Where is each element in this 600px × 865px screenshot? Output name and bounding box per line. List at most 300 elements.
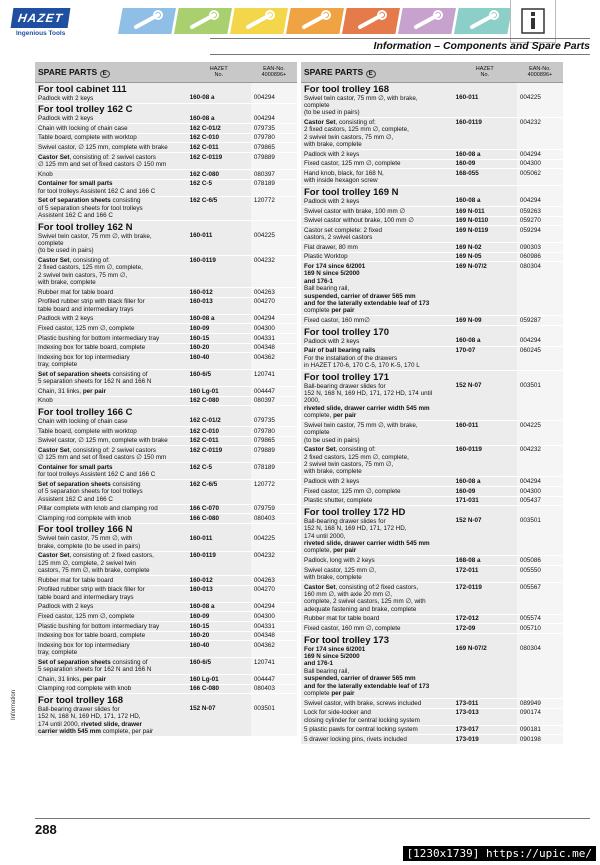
description-line: Profiled rubber strip with black filler for xyxy=(38,586,145,594)
ean-number: 005567 xyxy=(517,583,563,615)
description-line: 2 swivel twin castors, 75 mm ∅, xyxy=(304,461,394,469)
part-number: 160-0119 xyxy=(453,118,517,150)
ean-number: 003501 xyxy=(251,694,297,737)
table-header xyxy=(301,62,563,83)
ean-number: 004294 xyxy=(251,83,297,104)
ean-number: 090181 xyxy=(517,725,563,735)
table-row xyxy=(301,150,563,160)
hazet-logo xyxy=(12,8,104,42)
part-number: 172-09 xyxy=(453,624,517,634)
table-row xyxy=(301,243,563,253)
part-description xyxy=(301,243,453,253)
table-row xyxy=(35,220,297,255)
description-line: Set of separation sheets consisting xyxy=(38,197,141,205)
description-line: Table board, complete with worktop xyxy=(38,134,137,142)
description-line: Castor Set, consisting of:2 fixed castors, xyxy=(304,583,419,591)
table-row xyxy=(35,684,297,694)
description-line: For 174 since 6/2001 xyxy=(304,645,366,653)
table-row xyxy=(35,396,297,406)
ean-number: 089949 xyxy=(517,699,563,709)
ean-number: 004294 xyxy=(517,186,563,207)
table-row xyxy=(301,477,563,487)
ean-number: 059294 xyxy=(517,226,563,243)
description-line: Ball bearing rail, xyxy=(304,285,350,293)
table-row xyxy=(35,324,297,334)
part-number: 170-07 xyxy=(453,346,517,370)
section-title: For tool trolley 168 xyxy=(38,694,123,706)
description-line: Castor Set, consisting of: 2 swivel castors xyxy=(38,153,156,161)
description-line: and 176-1 xyxy=(304,277,334,285)
part-number: 160 Lg-01 xyxy=(187,675,251,685)
table-row xyxy=(35,297,297,314)
description-line: carrier width 545 mm complete, per pair xyxy=(38,728,154,736)
description-line: Swivel twin castor, 75 mm ∅, with brake, xyxy=(304,421,418,429)
ean-number: 004270 xyxy=(251,585,297,602)
ean-number: 004362 xyxy=(251,641,297,658)
part-number: 160-0119 xyxy=(187,256,251,288)
table-row xyxy=(35,169,297,179)
part-number: 160-15 xyxy=(187,621,251,631)
description-line: Indexing box for top intermediary xyxy=(38,353,130,361)
ean-number: 004263 xyxy=(251,288,297,298)
description-line: For 174 since 6/2001 xyxy=(304,262,366,270)
ean-number: 059270 xyxy=(517,216,563,226)
description-line: 174 until 2000, riveted slide, drawer xyxy=(38,720,142,728)
description-line: 125 mm ∅, complete, 2 swivel twin xyxy=(38,559,136,567)
description-line: Swivel castor, ∅ 125 mm, complete with brake xyxy=(38,437,168,445)
description-line: Ball bearing rail, xyxy=(304,667,350,675)
description-line: Swivel twin castor, 75 mm ∅, with xyxy=(38,535,133,543)
part-number: 173-011 xyxy=(453,699,517,709)
ean-number: 004447 xyxy=(251,387,297,397)
description-line: Swivel castor with brake, 100 mm ∅ xyxy=(304,207,406,215)
part-description xyxy=(35,387,187,397)
ean-number: 080403 xyxy=(251,684,297,694)
description-line: Castor Set, consisting of: xyxy=(38,256,110,264)
part-description xyxy=(301,326,453,347)
section-title: For tool trolley 169 N xyxy=(304,187,399,198)
description-line: Swivel twin castor, 75 mm ∅, with brake, xyxy=(38,232,152,240)
ean-number: 004232 xyxy=(517,445,563,477)
part-description xyxy=(35,324,187,334)
part-description xyxy=(35,585,187,602)
ean-number: 090303 xyxy=(517,243,563,253)
part-description xyxy=(35,196,187,220)
table-row xyxy=(301,725,563,735)
description-line: and 176-1 xyxy=(304,660,334,668)
language-badge: E xyxy=(100,70,110,78)
description-line: Hand knob, black, for 168 N, xyxy=(304,170,384,177)
description-line: tray, complete xyxy=(38,361,78,369)
table-row xyxy=(301,566,563,583)
part-description xyxy=(301,583,453,615)
description-line: Castor Set, consisting of: xyxy=(304,446,376,454)
table-row xyxy=(301,708,563,725)
description-line: Indexing box for top intermediary xyxy=(38,641,130,649)
description-line: for tool trolleys Assistent 162 C and 166 C xyxy=(38,187,156,195)
part-description xyxy=(35,297,187,314)
description-line: with brake, complete xyxy=(304,141,362,149)
wrench-icon[interactable] xyxy=(174,8,232,34)
description-line: complete, 2 swivel castors, 125 mm ∅, with xyxy=(304,598,426,606)
part-number: 169 N-07/2 xyxy=(453,634,517,699)
description-line: Ball-bearing drawer slides for xyxy=(304,517,386,525)
description-line: of 5 separation sheets for tool trolleys xyxy=(38,204,143,212)
ean-number: 004447 xyxy=(251,675,297,685)
part-number: 162 C-011 xyxy=(187,143,251,153)
description-line: Container for small parts xyxy=(38,180,113,188)
ean-number: 078189 xyxy=(251,463,297,480)
description-line: complete per pair xyxy=(304,690,355,698)
description-line: 2 fixed castors, 125 mm ∅, complete, xyxy=(38,264,143,272)
description-line: Chain with locking of chain case xyxy=(38,417,128,425)
part-description xyxy=(35,463,187,480)
info-book-icon[interactable] xyxy=(510,0,556,43)
ean-number: 005062 xyxy=(517,169,563,186)
description-line: suspended, carrier of drawer 565 mm xyxy=(304,292,416,300)
spare-parts-table-left xyxy=(35,62,297,737)
trolley-icon[interactable] xyxy=(286,8,344,34)
description-line: Ball-bearing drawer slides for xyxy=(304,382,386,390)
description-line: Table board, complete with worktop xyxy=(38,427,137,435)
description-line: tray, complete xyxy=(38,649,78,657)
description-line: Padlock with 2 keys xyxy=(38,315,94,323)
description-line: Assistent 162 C and 166 C xyxy=(38,211,113,219)
ean-number: 004294 xyxy=(517,477,563,487)
description-line: Fixed castor, 125 mm ∅, complete xyxy=(38,612,135,620)
table-row xyxy=(35,314,297,324)
table-row xyxy=(301,614,563,624)
part-number: 160-012 xyxy=(187,576,251,586)
part-number: 173-017 xyxy=(453,725,517,735)
part-number: 160-08 a xyxy=(453,477,517,487)
description-line: Knob xyxy=(38,170,53,178)
description-line: Swivel castor, with brake, screws included xyxy=(304,699,422,707)
part-description xyxy=(35,124,187,134)
description-line: For the installation of the drawers xyxy=(304,354,398,362)
ean-number: 079889 xyxy=(251,152,297,169)
part-number: 162 C-6/5 xyxy=(187,196,251,220)
description-line: Padlock with 2 keys xyxy=(304,150,360,158)
ean-number: 004362 xyxy=(251,353,297,370)
watermark-text: [1230x1739] https://upic.me/ xyxy=(403,846,596,861)
description-line: Padlock with 2 keys xyxy=(304,198,360,205)
description-line: Set of separation sheets consisting of xyxy=(38,658,148,666)
part-description xyxy=(35,641,187,658)
part-number: 160 Lg-01 xyxy=(187,387,251,397)
part-number: 169 N-011 xyxy=(453,207,517,217)
description-line: Swivel castor, ∅ 125 mm, complete with brake xyxy=(38,143,168,151)
description-line: 5 drawer locking pins, rivets included xyxy=(304,735,407,743)
description-line: 160 mm ∅, with axle 20 mm ∅, xyxy=(304,591,392,599)
ean-number: 079780 xyxy=(251,133,297,143)
table-row xyxy=(301,169,563,186)
socket-icon[interactable] xyxy=(118,8,176,34)
part-description xyxy=(301,496,453,506)
part-number: 162 C-01/2 xyxy=(187,406,251,427)
ean-number: 004348 xyxy=(251,631,297,641)
table-row xyxy=(35,658,297,675)
part-description xyxy=(301,186,453,207)
part-description xyxy=(301,346,453,370)
table-row xyxy=(35,179,297,196)
table-row xyxy=(35,523,297,551)
table-row xyxy=(35,612,297,622)
ean-number: 060986 xyxy=(517,252,563,262)
description-line: ∅ 125 mm and set of fixed castors ∅ 150 mm xyxy=(38,160,167,168)
part-description xyxy=(35,658,187,675)
description-line: table board and intermediary trays xyxy=(38,305,134,313)
section-title: For tool trolley 172 HD xyxy=(304,506,406,518)
description-line: Clamping rod complete with knob xyxy=(38,514,132,522)
description-line: Padlock, long with 2 keys xyxy=(304,557,375,565)
screwdriver-icon[interactable] xyxy=(230,8,288,34)
table-row xyxy=(301,118,563,150)
part-number: 152 N-07 xyxy=(453,506,517,556)
ean-number: 004225 xyxy=(251,523,297,551)
part-number: 169 N-0110 xyxy=(453,216,517,226)
part-description xyxy=(301,226,453,243)
table-row xyxy=(301,496,563,506)
table-row xyxy=(301,216,563,226)
part-description xyxy=(301,118,453,150)
description-line: with brake, complete xyxy=(304,574,362,582)
part-number: 166 C-080 xyxy=(187,514,251,524)
part-description xyxy=(301,556,453,566)
section-title: For tool trolley 171 xyxy=(304,371,389,383)
ean-number: 004225 xyxy=(517,83,563,118)
part-description xyxy=(35,220,187,255)
part-description xyxy=(35,406,187,427)
part-description xyxy=(35,103,187,124)
description-line: Fixed castor, 125 mm ∅, complete xyxy=(38,324,135,332)
ean-number: 080304 xyxy=(517,634,563,699)
section-title: For tool trolley 162 C xyxy=(38,104,133,116)
description-line: Castor set complete: 2 fixed xyxy=(304,226,383,234)
part-number: 160-6/5 xyxy=(187,370,251,387)
description-line: complete xyxy=(304,429,330,437)
part-number: 160-013 xyxy=(187,297,251,314)
table-row xyxy=(35,631,297,641)
description-line: brake, complete (to be used in pairs) xyxy=(38,542,141,550)
description-line: Swivel castor, 125 mm ∅, xyxy=(304,566,376,574)
part-description xyxy=(301,216,453,226)
part-number: 160-08 a xyxy=(187,602,251,612)
table-row xyxy=(35,463,297,480)
part-number: 162 C-5 xyxy=(187,179,251,196)
column-header-no: HAZET No. xyxy=(187,62,251,83)
section-title: For tool trolley 173 xyxy=(304,634,389,646)
description-line: Set of separation sheets consisting of xyxy=(38,370,148,378)
part-description xyxy=(301,506,453,556)
part-description xyxy=(301,371,453,421)
description-line: 2 swivel twin castors, 75 mm ∅, xyxy=(38,271,128,279)
description-line: 152 N, 168 N, 169 HD, 171, 172 HD, xyxy=(304,525,407,533)
part-number: 169 N-0119 xyxy=(453,226,517,243)
logo-text: HAZET xyxy=(11,8,71,28)
ean-number: 080397 xyxy=(251,169,297,179)
table-row xyxy=(301,346,563,370)
table-row xyxy=(35,694,297,737)
part-number: 160-011 xyxy=(187,523,251,551)
table-row xyxy=(35,675,297,685)
table-row xyxy=(301,186,563,207)
table-row xyxy=(301,445,563,477)
part-description xyxy=(301,614,453,624)
ean-number: 004331 xyxy=(251,621,297,631)
measure-icon[interactable] xyxy=(398,8,456,34)
right-column xyxy=(301,62,563,745)
part-number: 160-0119 xyxy=(187,551,251,575)
part-number: 160-012 xyxy=(187,288,251,298)
ean-number: 004232 xyxy=(251,551,297,575)
part-description xyxy=(35,480,187,504)
description-line: Lock for side-locker and xyxy=(304,709,371,717)
description-line: Chain, 31 links, per pair xyxy=(38,675,106,683)
part-number: 160-08 a xyxy=(453,186,517,207)
side-label: Information xyxy=(11,689,17,720)
pliers-icon[interactable] xyxy=(342,8,400,34)
part-description xyxy=(301,83,453,118)
ean-number: 080397 xyxy=(251,396,297,406)
table-row xyxy=(301,207,563,217)
column-header-ean: EAN-No. 4000896+ xyxy=(517,62,563,83)
part-description xyxy=(301,725,453,735)
description-line: Padlock with 2 keys xyxy=(38,94,94,102)
ean-number: 004331 xyxy=(251,333,297,343)
part-description xyxy=(35,523,187,551)
ean-number: 120772 xyxy=(251,480,297,504)
part-description xyxy=(35,576,187,586)
description-line: Profiled rubber strip with black filler for xyxy=(38,298,145,306)
table-row xyxy=(35,256,297,288)
description-line: Fixed castor, 160 mm ∅, complete xyxy=(304,625,401,633)
description-line: Castor Set, consisting of: xyxy=(304,119,376,126)
header-rule-bottom xyxy=(210,54,590,55)
tool-set-icon[interactable] xyxy=(454,8,512,34)
description-line: Pair of ball bearing rails xyxy=(304,347,376,355)
ean-number: 080403 xyxy=(251,514,297,524)
part-description xyxy=(301,445,453,477)
table-row xyxy=(35,576,297,586)
part-number: 152 N-07 xyxy=(453,371,517,421)
description-line: riveted slide, drawer carrier width 545 mm xyxy=(304,404,430,412)
part-description xyxy=(35,152,187,169)
part-number: 162 C-01/2 xyxy=(187,124,251,134)
table-row xyxy=(35,641,297,658)
part-number: 169 N-07/2 xyxy=(453,262,517,316)
part-description xyxy=(301,699,453,709)
description-line: (to be used in pairs) xyxy=(38,247,94,255)
table-row xyxy=(35,480,297,504)
description-line: 5 plastic pawls for central locking system xyxy=(304,726,418,734)
table-row xyxy=(35,370,297,387)
part-description xyxy=(301,477,453,487)
description-line: complete xyxy=(304,102,330,109)
ean-number: 120741 xyxy=(251,370,297,387)
description-line: (to be used in pairs) xyxy=(304,436,360,444)
table-row xyxy=(301,316,563,326)
table-row xyxy=(35,333,297,343)
ean-number: 059263 xyxy=(517,207,563,217)
table-row xyxy=(35,621,297,631)
description-line: 169 N since 5/2000 xyxy=(304,270,360,278)
table-row xyxy=(35,196,297,220)
ean-number: 004294 xyxy=(517,150,563,160)
section-title: For tool trolley 166 N xyxy=(38,524,133,536)
part-number: 160-08 a xyxy=(453,326,517,347)
description-line: and for the laterally extendable leaf of 173 xyxy=(304,300,430,307)
description-line: Swivel castor without brake, 100 mm ∅ xyxy=(304,217,414,225)
description-line: suspended, carrier of drawer 565 mm xyxy=(304,675,416,683)
column-header-parts: SPARE PARTS E xyxy=(301,62,453,83)
section-title: For tool trolley 162 N xyxy=(38,221,133,233)
description-line: 5 separation sheets for 162 N and 166 N xyxy=(38,378,152,386)
part-number: 160-011 xyxy=(453,83,517,118)
part-number: 152 N-07 xyxy=(187,694,251,737)
table-row xyxy=(35,406,297,427)
part-number: 166 C-070 xyxy=(187,504,251,514)
part-number: 162 C-011 xyxy=(187,436,251,446)
ean-number: 120772 xyxy=(251,196,297,220)
part-description xyxy=(35,343,187,353)
part-number: 160-08 a xyxy=(187,83,251,104)
table-row xyxy=(301,371,563,421)
description-line: Chain with locking of chain case xyxy=(38,124,128,132)
part-description xyxy=(35,288,187,298)
part-number: 162 C-5 xyxy=(187,463,251,480)
table-row xyxy=(35,143,297,153)
part-number: 160-0119 xyxy=(453,445,517,477)
description-line: complete, per pair xyxy=(304,547,357,555)
description-line: Rubber mat for table board xyxy=(38,288,114,296)
description-line: Rubber mat for table board xyxy=(304,615,380,623)
ean-number: 005710 xyxy=(517,624,563,634)
ean-number: 079865 xyxy=(251,436,297,446)
part-number: 160-20 xyxy=(187,343,251,353)
part-description xyxy=(301,169,453,186)
table-row xyxy=(301,326,563,347)
part-description xyxy=(301,150,453,160)
description-line: complete, per pair xyxy=(304,412,357,420)
ean-number: 079865 xyxy=(251,143,297,153)
part-number: 160-40 xyxy=(187,641,251,658)
description-line: castors, 2 swivel castors xyxy=(304,234,373,242)
part-description xyxy=(35,370,187,387)
table-row xyxy=(35,436,297,446)
description-line: and for the laterally extendable leaf of 173 xyxy=(304,682,430,690)
part-description xyxy=(301,252,453,262)
part-description xyxy=(301,316,453,326)
table-row xyxy=(35,152,297,169)
ean-number: 079735 xyxy=(251,124,297,134)
part-number: 168-055 xyxy=(453,169,517,186)
part-description xyxy=(35,684,187,694)
description-line: 152 N, 168 N, 169 HD, 171, 172 HD, xyxy=(38,713,141,721)
part-number: 169 N-02 xyxy=(453,243,517,253)
part-number: 172-011 xyxy=(453,566,517,583)
table-row xyxy=(301,487,563,497)
ean-number: 079735 xyxy=(251,406,297,427)
ean-number: 004270 xyxy=(251,297,297,314)
part-number: 160-09 xyxy=(453,487,517,497)
footer-rule xyxy=(35,818,590,819)
part-number: 162 C-0119 xyxy=(187,446,251,463)
part-number: 160-08 a xyxy=(453,150,517,160)
ean-number: 004300 xyxy=(251,324,297,334)
table-row xyxy=(301,583,563,615)
table-row xyxy=(35,585,297,602)
